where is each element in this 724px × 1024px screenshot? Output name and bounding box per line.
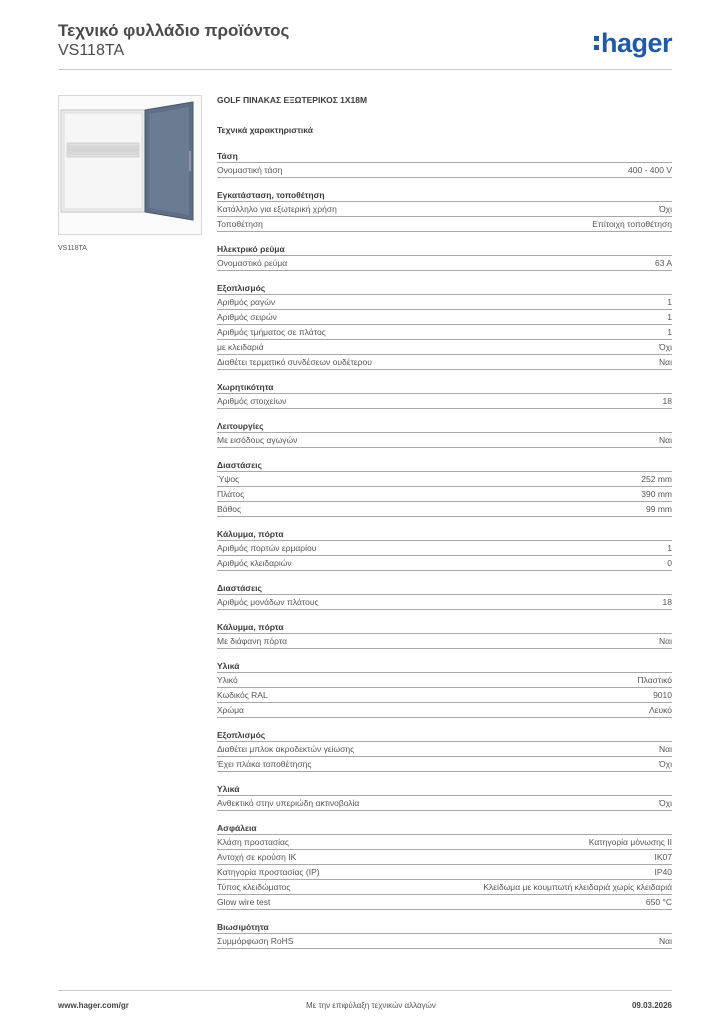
spec-label: Glow wire test [217,897,271,907]
spec-label: Ονομαστική τάση [217,165,283,175]
spec-label: Ύψος [217,474,240,484]
spec-value: Ναι [659,936,672,946]
spec-row [217,850,672,865]
spec-group [217,527,672,571]
spec-row [217,310,672,325]
spec-row [217,595,672,610]
spec-value: 390 mm [641,489,672,499]
spec-label: Κατάλληλο για εξωτερική χρήση [217,204,337,214]
spec-value: Πλαστικό [637,675,672,685]
spec-group [217,659,672,718]
spec-row [217,880,672,895]
spec-row [217,217,672,232]
spec-label: Διαθέτει τερματικό συνδέσεων ουδέτερου [217,357,372,367]
spec-label: Αριθμός στοιχείων [217,396,287,406]
spec-label: Κατηγορία προστασίας (IP) [217,867,320,877]
group-title: Βιωσιμότητα [217,920,672,934]
spec-content [217,95,672,949]
spec-group [217,281,672,370]
group-title: Χωρητικότητα [217,380,672,394]
spec-group [217,920,672,949]
spec-group [217,728,672,772]
spec-row [217,865,672,880]
spec-label: Κλάση προστασίας [217,837,290,847]
spec-label: Αριθμός μονάδων πλάτους [217,597,319,607]
spec-group [217,458,672,517]
spec-value: Κλείδωμα με κουμπωτή κλειδαριά χωρίς κλειδαριά [483,882,672,892]
spec-row [217,895,672,910]
spec-value: 1 [667,297,672,307]
page-footer [58,990,672,1020]
group-title: Υλικά [217,782,672,796]
product-name: GOLF ΠΙΝΑΚΑΣ ΕΞΩΤΕΡΙΚΟΣ 1Χ18Μ [217,95,368,105]
header-divider [58,69,672,70]
spec-label: με κλειδαριά [217,342,264,352]
spec-label: Με εισόδους αγωγών [217,435,298,445]
spec-row [217,688,672,703]
spec-row [217,295,672,310]
spec-row [217,502,672,517]
enclosure-picture [59,96,201,234]
spec-groups [217,149,672,949]
spec-row [217,703,672,718]
spec-row [217,355,672,370]
spec-label: Συμμόρφωση RoHS [217,936,294,946]
logo-text: hager [600,28,672,58]
spec-group [217,581,672,610]
product-code: VS118TA [58,42,125,59]
spec-label: Κωδικός RAL [217,690,268,700]
document-title: Τεχνικό φυλλάδιο προϊόντος [58,21,290,40]
spec-row [217,796,672,811]
group-title: Κάλυμμα, πόρτα [217,620,672,634]
spec-label: Αριθμός κλειδαριών [217,558,292,568]
spec-value: 0 [667,558,672,568]
product-image [58,95,202,235]
spec-group [217,242,672,271]
footer-note: Με την επιφύλαξη τεχνικών αλλαγών [306,1001,436,1010]
spec-label: Αριθμός ραγών [217,297,276,307]
spec-group [217,188,672,232]
spec-label: Αριθμός τμήματος σε πλάτος [217,327,326,337]
spec-label: Ονομαστικό ρεύμα [217,258,288,268]
spec-row [217,202,672,217]
page-header [58,22,672,70]
group-title: Εξοπλισμός [217,281,672,295]
spec-row [217,742,672,757]
spec-value: 400 - 400 V [628,165,672,175]
spec-label: Χρώμα [217,705,244,715]
spec-value: Λευκό [649,705,672,715]
spec-row [217,394,672,409]
spec-row [217,256,672,271]
group-title: Ασφάλεια [217,821,672,835]
spec-group [217,380,672,409]
group-title: Υλικά [217,659,672,673]
spec-value: 1 [667,543,672,553]
spec-row [217,757,672,772]
spec-row [217,556,672,571]
spec-value: IP40 [654,867,672,877]
hager-logo[interactable] [594,28,672,59]
spec-row [217,835,672,850]
spec-row [217,340,672,355]
spec-value: Ναι [659,435,672,445]
spec-group [217,149,672,178]
spec-label: Αριθμός πορτών ερμαρίου [217,543,317,553]
image-caption: VS118TA [58,245,87,252]
spec-value: Όχι [659,759,672,769]
spec-group [217,821,672,910]
spec-value: Όχι [659,798,672,808]
group-title: Τάση [217,149,672,163]
spec-value: 1 [667,312,672,322]
spec-row [217,934,672,949]
spec-label: Βάθος [217,504,242,514]
spec-label: Πλάτος [217,489,245,499]
spec-label: Διαθέτει μπλοκ ακροδεκτών γείωσης [217,744,355,754]
spec-label: Αντοχή σε κρούση IK [217,852,297,862]
group-title: Διαστάσεις [217,458,672,472]
spec-value: Κατηγορία μόνωσης II [588,837,672,847]
spec-row [217,472,672,487]
spec-value: 99 mm [646,504,672,514]
spec-row [217,634,672,649]
section-title: Τεχνικά χαρακτηριστικά [217,125,313,135]
group-title: Εξοπλισμός [217,728,672,742]
spec-row [217,163,672,178]
group-title: Κάλυμμα, πόρτα [217,527,672,541]
spec-group [217,419,672,448]
spec-value: 18 [662,396,672,406]
spec-value: Επίτοιχη τοποθέτηση [592,219,672,229]
spec-group [217,782,672,811]
spec-value: Ναι [659,357,672,367]
spec-row [217,433,672,448]
group-title: Λειτουργίες [217,419,672,433]
group-title: Ηλεκτρικό ρεύμα [217,242,672,256]
group-title: Εγκατάσταση, τοποθέτηση [217,188,672,202]
spec-label: Ανθεκτικό στην υπεριώδη ακτινοβολία [217,798,360,808]
spec-row [217,541,672,556]
logo-colon-icon [594,32,599,52]
spec-label: Με διάφανη πόρτα [217,636,287,646]
spec-value: 18 [662,597,672,607]
spec-label: Υλικό [217,675,238,685]
spec-value: 63 A [654,258,672,268]
spec-value: Ναι [659,636,672,646]
spec-label: Έχει πλάκα τοποθέτησης [217,759,312,769]
spec-value: Ναι [659,744,672,754]
footer-url-link[interactable]: www.hager.com/gr [58,1001,129,1010]
spec-value: 252 mm [641,474,672,484]
spec-value: IK07 [654,852,672,862]
spec-group [217,620,672,649]
spec-value: 1 [667,327,672,337]
spec-value: 650 °C [645,897,672,907]
spec-row [217,487,672,502]
spec-label: Τοποθέτηση [217,219,263,229]
footer-date: 09.03.2026 [631,1001,672,1010]
spec-row [217,325,672,340]
spec-row [217,673,672,688]
spec-label: Αριθμός σειρών [217,312,277,322]
spec-label: Τύπος κλειδώματος [217,882,291,892]
group-title: Διαστάσεις [217,581,672,595]
spec-value: 9010 [653,690,672,700]
spec-value: Όχι [659,204,672,214]
spec-value: Όχι [659,342,672,352]
